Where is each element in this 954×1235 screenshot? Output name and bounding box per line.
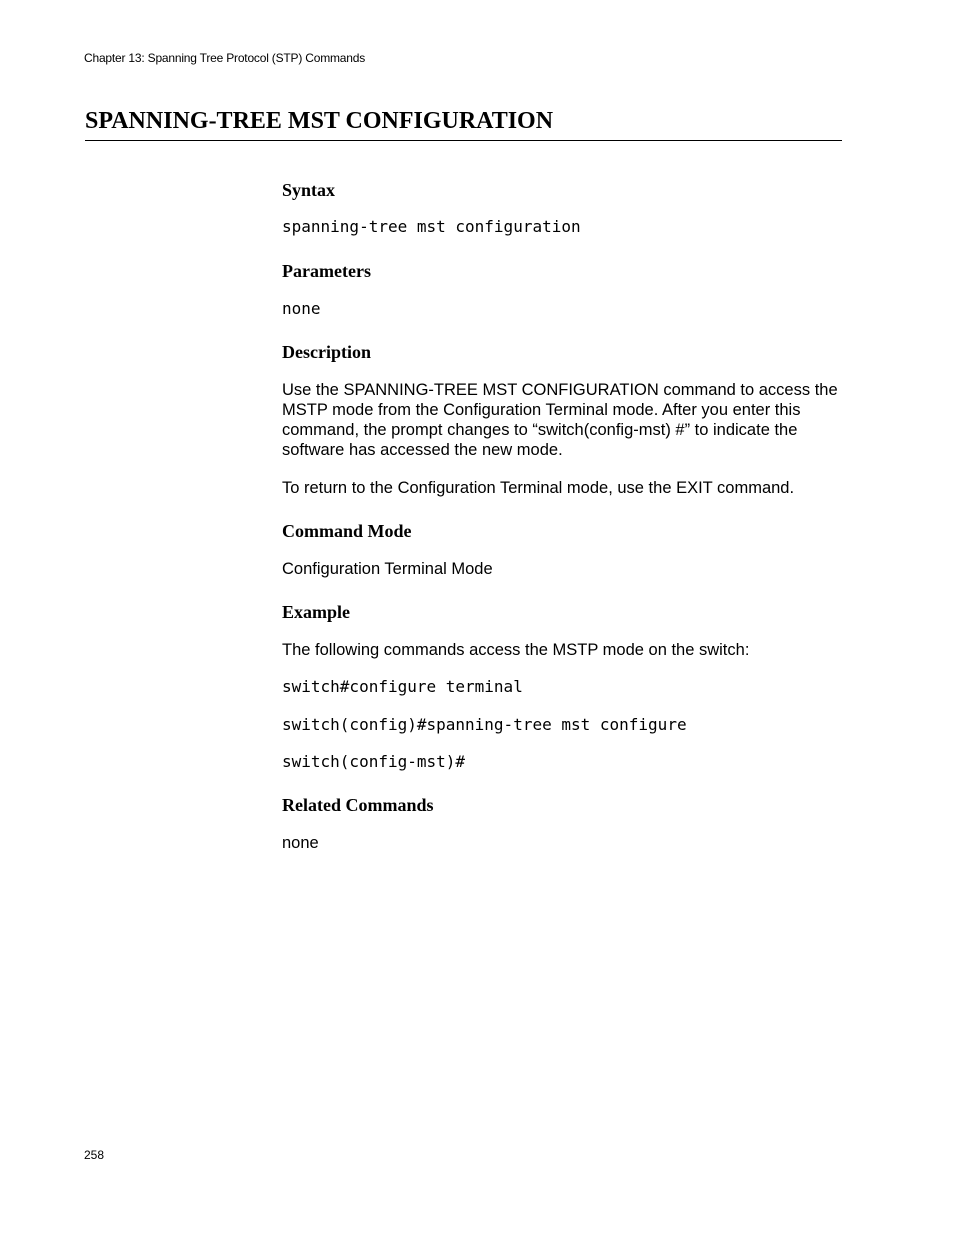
parameters-value: none [282,299,321,318]
title-rule [85,140,842,141]
command-mode-heading: Command Mode [282,521,412,541]
command-mode-value: Configuration Terminal Mode [282,560,493,578]
example-code-line-1: switch#configure terminal [282,677,523,696]
related-commands-heading: Related Commands [282,795,434,815]
syntax-code: spanning-tree mst configuration [282,217,581,236]
description-paragraph-1: Use the SPANNING-TREE MST CONFIGURATION command to access the MSTP mode from the Configuration Terminal mode. After you enter this command, the prompt changes to “switch(config-mst) #” to indicate the software has accessed the new mode. [282,381,838,459]
example-intro: The following commands access the MSTP mode on the switch: [282,641,750,659]
page-title: SPANNING-TREE MST CONFIGURATION [85,108,554,134]
example-code-line-2: switch(config)#spanning-tree mst configure [282,715,687,734]
running-header: Chapter 13: Spanning Tree Protocol (STP) Commands [84,51,366,65]
page-number: 258 [84,1148,105,1162]
parameters-heading: Parameters [282,261,371,281]
example-heading: Example [282,602,351,622]
description-heading: Description [282,342,371,362]
related-commands-value: none [282,834,319,852]
example-code-line-3: switch(config-mst)# [282,752,466,771]
description-paragraph-2: To return to the Configuration Terminal mode, use the EXIT command. [282,479,795,497]
syntax-heading: Syntax [282,180,336,200]
